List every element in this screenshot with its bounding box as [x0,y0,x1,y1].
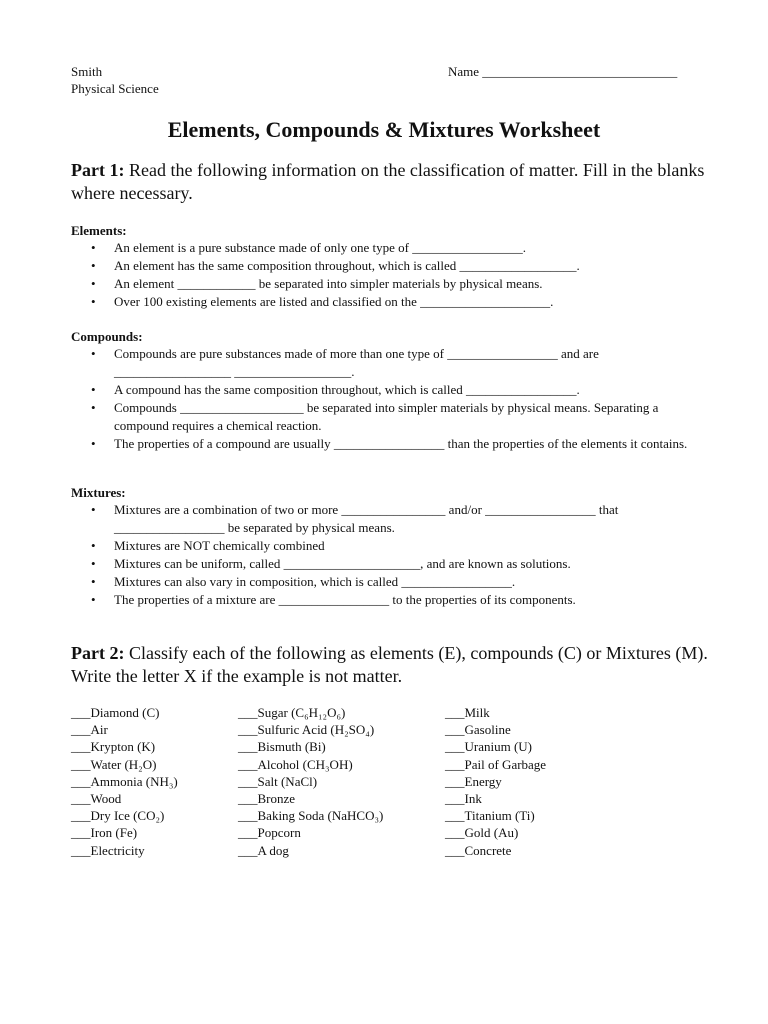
list-item: • Compounds are pure substances made of more than one type of _________________ and are __________________ __________________. [71,345,697,381]
part1-label: Part 1: [71,160,125,180]
part2-label: Part 2: [71,643,125,663]
list-item: • Mixtures are NOT chemically combined [71,537,697,555]
classification-item: ___Salt (NaCl) [238,773,318,789]
part2-instructions [71,642,711,688]
list-item: • A compound has the same composition throughout, which is called _________________. [71,381,697,399]
elements-list [71,239,697,311]
part1-instructions [71,159,711,205]
classification-item: ___Alcohol (CH₃OH) [238,756,353,772]
compounds-heading: Compounds: [71,329,143,344]
classification-item: ___Popcorn [238,825,301,841]
list-item: • An element is a pure substance made of only one type of _________________. [71,239,697,257]
list-item: • An element has the same composition throughout, which is called __________________. [71,257,697,275]
classification-column-2 [238,704,383,859]
list-item: • The properties of a compound are usually _________________ than the properties of the elements it contains. [71,435,697,453]
classification-item: ___Baking Soda (NaHCO₃) [238,808,384,824]
list-item: • Mixtures are a combination of two or more ________________ and/or _________________ that _________________ be separated by physical means. [71,501,697,537]
list-item: • Over 100 existing elements are listed and classified on the ____________________. [71,293,697,311]
classification-item: ___Ammonia (NH₃) [71,773,178,789]
classification-item: ___Bismuth (Bi) [238,739,326,755]
list-item: • An element ____________ be separated into simpler materials by physical means. [71,275,697,293]
classification-item: ___Energy [445,773,502,789]
classification-item: ___Krypton (K) [71,739,156,755]
classification-column-1 [71,704,178,859]
classification-item: ___Air [71,722,108,738]
classification-item: ___Water (H₂O) [71,756,157,772]
list-item: • Mixtures can also vary in composition, which is called _________________. [71,573,697,591]
classification-item: ___Gold (Au) [445,825,519,841]
classification-item: ___Concrete [445,842,512,858]
classification-item: ___Sulfuric Acid (H₂SO₄) [238,722,375,738]
classification-item: ___Sugar (C₆H₁₂O₆) [238,705,346,720]
list-item: • The properties of a mixture are _________________ to the properties of its components. [71,591,697,609]
classification-column-3 [445,704,546,859]
classification-item: ___Diamond (C) [71,705,160,720]
student-name-line: Name ______________________________ [448,64,678,79]
classification-item: ___Dry Ice (CO₂) [71,808,165,824]
classification-item: ___Uranium (U) [445,739,533,755]
classification-item: ___Pail of Garbage [445,756,547,772]
header-left [71,63,159,97]
classification-item: ___A dog [238,842,289,858]
worksheet-title: Elements, Compounds & Mixtures Worksheet [167,117,601,142]
classification-item: ___Gasoline [445,722,511,738]
list-item: • Compounds ___________________ be separated into simpler materials by physical means. Separating a compound requires a chemical reaction. [71,399,697,435]
compounds-list [71,345,697,453]
classification-item: ___Ink [445,791,482,807]
mixtures-heading: Mixtures: [71,485,126,500]
classification-item: ___Bronze [238,791,296,807]
classification-item: ___Wood [71,791,122,807]
classification-item: ___Milk [445,705,490,720]
classification-item: ___Iron (Fe) [71,825,138,841]
teacher-name: Smith [71,64,103,79]
classification-item: ___Electricity [71,842,145,858]
mixtures-list [71,501,697,609]
part2-text: Classify each of the following as elements (E), compounds (C) or Mixtures (M). Write the letter X if the example is not matter. [71,643,708,686]
elements-heading: Elements: [71,223,127,238]
course-name: Physical Science [71,81,159,96]
list-item: • Mixtures can be uniform, called _____________________, and are known as solutions. [71,555,697,573]
classification-item: ___Titanium (Ti) [445,808,535,824]
part1-text: Read the following information on the classification of matter. Fill in the blanks where necessary. [71,160,705,203]
